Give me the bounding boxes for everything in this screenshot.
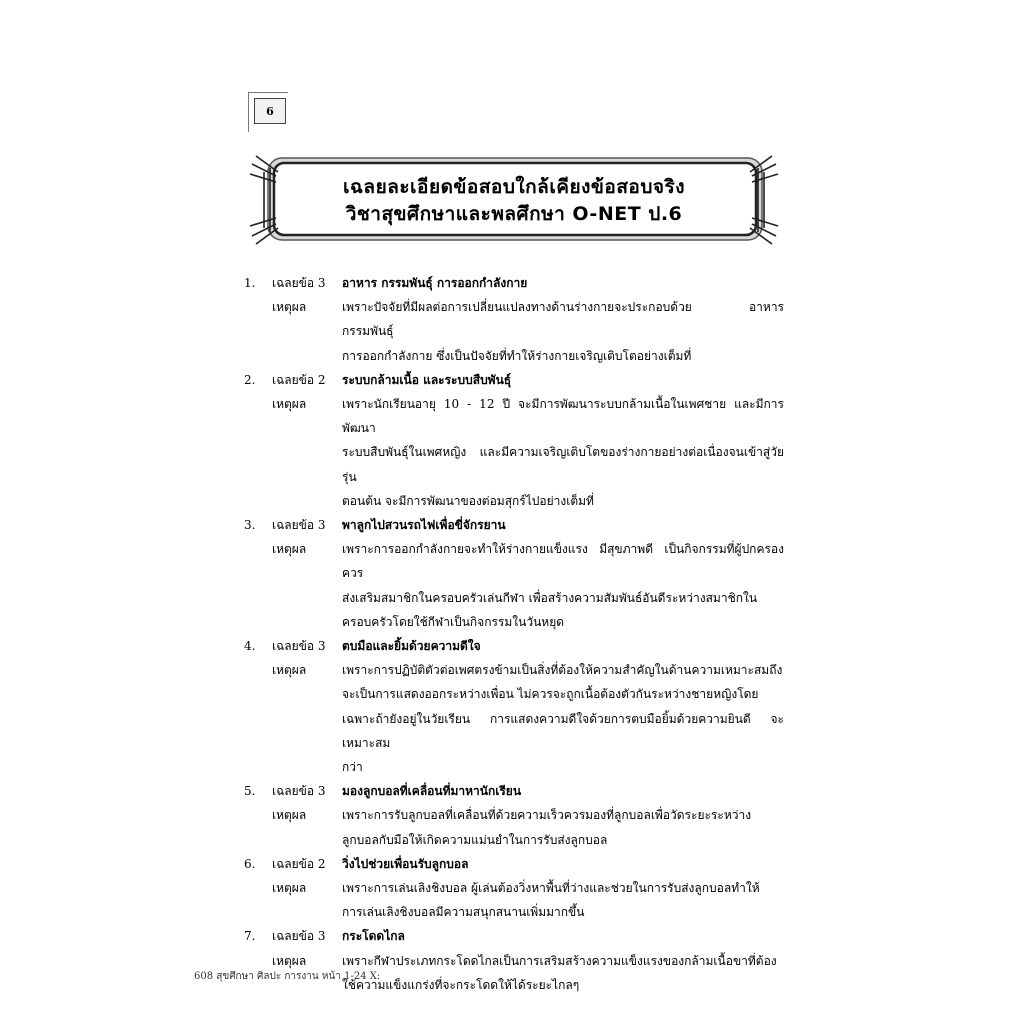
list-item — [244, 924, 784, 997]
reason-label: เหตุผล — [272, 663, 307, 678]
reason-label: เหตุผล — [272, 300, 307, 315]
answer-label: เฉลยข้อ 3 — [272, 639, 326, 654]
reason-line: ตอนต้น จะมีการพัฒนาของต่อมสุกร์ไปอย่างเต็มที่ — [342, 493, 594, 508]
corner-line-horizontal — [248, 92, 288, 93]
answer-list — [244, 271, 784, 997]
item-number: 5. — [244, 784, 256, 799]
answer-label: เฉลยข้อ 3 — [272, 276, 326, 290]
reason-label: เหตุผล — [272, 397, 307, 412]
reason-line: เพราะนักเรียนอายุ 10 - 12 ปี จะมีการพัฒนาระบบกล้ามเนื้อในเพศชาย และมีการพัฒนา — [342, 397, 784, 436]
list-item — [244, 779, 784, 852]
answer-text: ระบบกล้ามเนื้อ และระบบสืบพันธุ์ — [342, 372, 512, 387]
page-number: 6 — [254, 98, 286, 124]
answer-label: เฉลยข้อ 2 — [272, 372, 326, 387]
reason-line: การเล่นเลิงชิงบอลมีความสนุกสนานเพิ่มมากขึ้น — [342, 905, 585, 920]
page-footer: 608 สุขศึกษา ศิลปะ การงาน หน้า 1-24 X: — [194, 971, 381, 982]
reason-line: เพราะการเล่นเลิงชิงบอล ผู้เล่นต้องวิ่งหาพื้นที่ว่างและช่วยในการรับส่งลูกบอลทำให้ — [342, 881, 760, 896]
answer-text: ตบมือและยิ้มด้วยความดีใจ — [342, 639, 481, 654]
reason-label: เหตุผล — [272, 542, 307, 557]
reason-line: ระบบสืบพันธุ์ในเพศหญิง และมีความเจริญเติบโตของร่างกายอย่างต่อเนื่องจนเข้าสู่วัยรุ่น — [342, 445, 784, 484]
answer-text: วิ่งไปช่วยเพื่อนรับลูกบอล — [342, 856, 469, 871]
answer-label: เฉลยข้อ 3 — [272, 518, 326, 533]
title-banner — [246, 152, 782, 248]
answer-label: เฉลยข้อ 3 — [272, 784, 326, 799]
reason-line: ลูกบอลกับมือให้เกิดความแม่นยำในการรับส่งลูกบอล — [342, 832, 608, 847]
item-number: 1. — [244, 276, 256, 290]
reason-line: จะเป็นการแสดงออกระหว่างเพื่อน ไม่ควรจะถูกเนื้อต้องตัวกันระหว่างชายหญิงโดย — [342, 687, 759, 702]
reason-label: เหตุผล — [272, 881, 307, 896]
reason-line: เพราะการรับลูกบอลที่เคลื่อนที่ด้วยความเร็วควรมองที่ลูกบอลเพื่อวัดระยะระหว่าง — [342, 808, 752, 823]
answer-text: อาหาร กรรมพันธุ์ การออกกำลังกาย — [342, 276, 528, 290]
item-number: 6. — [244, 856, 256, 871]
reason-line: ส่งเสริมสมาชิกในครอบครัวเล่นกีฬา เพื่อสร้างความสัมพันธ์อันดีระหว่างสมาชิกใน — [342, 590, 758, 605]
page-number-marker — [248, 92, 288, 128]
reason-line: การออกกำลังกาย ซึ่งเป็นปัจจัยที่ทำให้ร่างกายเจริญเติบโตอย่างเต็มที่ — [342, 348, 692, 363]
list-item — [244, 271, 784, 368]
reason-line: เพราะการปฏิบัติตัวต่อเพศตรงข้ามเป็นสิ่งที่ต้องให้ความสำคัญในด้านความเหมาะสมถึง — [342, 663, 783, 678]
list-item — [244, 634, 784, 779]
reason-label: เหตุผล — [272, 953, 307, 968]
answer-text: กระโดดไกล — [342, 929, 405, 944]
reason-line: ใช้ความแข็งแกร่งที่จะกระโดดให้ได้ระยะไกลๆ — [342, 977, 580, 992]
reason-line: ครอบครัวโดยใช้กีฬาเป็นกิจกรรมในวันหยุด — [342, 614, 565, 629]
item-number: 7. — [244, 929, 256, 944]
item-number: 4. — [244, 639, 256, 654]
answer-label: เฉลยข้อ 2 — [272, 856, 326, 871]
reason-line: เพราะปัจจัยที่มีผลต่อการเปลี่ยนแปลงทางด้านร่างกายจะประกอบด้วย อาหาร กรรมพันธุ์ — [342, 300, 784, 339]
list-item — [244, 368, 784, 513]
list-item — [244, 513, 784, 634]
answer-text: มองลูกบอลที่เคลื่อนที่มาหานักเรียน — [342, 784, 522, 799]
item-number: 2. — [244, 372, 256, 387]
reason-line: เพราะกีฬาประเภทกระโดดไกลเป็นการเสริมสร้างความแข็งแรงของกล้ามเนื้อขาที่ต้อง — [342, 953, 777, 968]
reason-line: เพราะการออกกำลังกายจะทำให้ร่างกายแข็งแรง มีสุขภาพดี เป็นกิจกรรมที่ผู้ปกครองควร — [342, 542, 784, 581]
item-number: 3. — [244, 518, 256, 533]
banner-title-line1: เฉลยละเอียดข้อสอบใกล้เคียงข้อสอบจริง — [342, 176, 686, 198]
list-item — [244, 852, 784, 925]
reason-line: กว่า — [342, 760, 363, 775]
answer-text: พาลูกไปสวนรถไฟเพื่อขี่จักรยาน — [342, 518, 506, 533]
reason-label: เหตุผล — [272, 808, 307, 823]
corner-line-vertical — [248, 92, 249, 132]
reason-line: เฉพาะถ้ายังอยู่ในวัยเรียน การแสดงความดีใจด้วยการตบมือยิ้มด้วยความยินดี จะเหมาะสม — [342, 711, 784, 750]
banner-title-line2: วิชาสุขศึกษาและพลศึกษา O-NET ป.6 — [345, 203, 683, 225]
answer-label: เฉลยข้อ 3 — [272, 929, 326, 944]
